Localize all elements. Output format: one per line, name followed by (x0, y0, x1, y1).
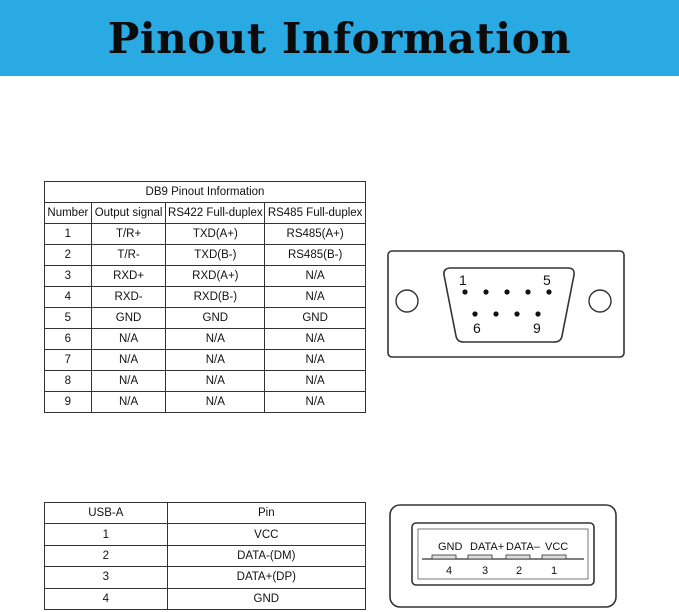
usb-signal-gnd: GND (438, 541, 463, 553)
pin-label-6: 6 (473, 320, 481, 336)
cell-output-signal: GND (91, 308, 166, 329)
cell-rs485: N/A (265, 350, 366, 371)
cell-usb-number: 3 (45, 567, 168, 588)
column-header-rs422: RS422 Full-duplex (166, 203, 265, 224)
cell-number: 7 (45, 350, 92, 371)
usb-port-inner (418, 529, 588, 579)
cell-output-signal: RXD- (91, 287, 166, 308)
table-row (45, 588, 366, 609)
table-row (45, 524, 366, 545)
cell-number: 2 (45, 245, 92, 266)
usb-contact-3 (468, 555, 492, 559)
cell-number: 6 (45, 329, 92, 350)
title-banner (0, 0, 679, 76)
table-row (45, 329, 366, 350)
cell-rs485: N/A (265, 287, 366, 308)
column-header-usb-a: USB-A (45, 503, 168, 524)
cell-usb-pin: VCC (167, 524, 365, 545)
page-title: Pinout Information (107, 13, 572, 63)
pin-9 (535, 311, 540, 316)
cell-output-signal: T/R+ (91, 224, 166, 245)
table-row (45, 287, 366, 308)
pin-label-1: 1 (459, 272, 467, 288)
cell-rs485: N/A (265, 329, 366, 350)
usb-signal-data-plus: DATA+ (470, 541, 505, 553)
usb-contact-4 (432, 555, 456, 559)
cell-rs422: TXD(B-) (166, 245, 265, 266)
cell-output-signal: N/A (91, 371, 166, 392)
cell-usb-pin: DATA-(DM) (167, 545, 365, 566)
usb-contact-1 (542, 555, 566, 559)
cell-usb-number: 2 (45, 545, 168, 566)
cell-rs422: N/A (166, 371, 265, 392)
cell-rs485: GND (265, 308, 366, 329)
db9-table-header (45, 203, 366, 224)
pin-label-5: 5 (543, 272, 551, 288)
table-row (45, 545, 366, 566)
usb-number-2: 2 (516, 565, 523, 577)
cell-output-signal: N/A (91, 392, 166, 413)
usb-pinout-table (44, 502, 366, 610)
usb-number-1: 1 (551, 565, 558, 577)
column-header-pin: Pin (167, 503, 365, 524)
usb-table-header (45, 503, 366, 524)
table-row (45, 224, 366, 245)
cell-usb-pin: GND (167, 588, 365, 609)
cell-rs422: TXD(A+) (166, 224, 265, 245)
usb-contact-2 (506, 555, 530, 559)
table-row (45, 308, 366, 329)
table-row (45, 371, 366, 392)
usb-number-4: 4 (446, 565, 453, 577)
usb-number-3: 3 (482, 565, 489, 577)
table-row (45, 266, 366, 287)
cell-number: 4 (45, 287, 92, 308)
usb-a-connector-diagram (388, 503, 620, 609)
table-row (45, 567, 366, 588)
pin-1 (462, 289, 467, 294)
cell-number: 5 (45, 308, 92, 329)
cell-rs422: RXD(B-) (166, 287, 265, 308)
cell-rs422: RXD(A+) (166, 266, 265, 287)
table-row (45, 392, 366, 413)
cell-number: 9 (45, 392, 92, 413)
column-header-number: Number (45, 203, 92, 224)
cell-output-signal: N/A (91, 350, 166, 371)
mounting-hole-left (396, 290, 418, 312)
pin-6 (472, 311, 477, 316)
cell-output-signal: N/A (91, 329, 166, 350)
pin-7 (493, 311, 498, 316)
cell-output-signal: T/R- (91, 245, 166, 266)
usb-signal-vcc: VCC (545, 541, 569, 553)
cell-rs422: GND (166, 308, 265, 329)
pin-2 (483, 289, 488, 294)
cell-number: 1 (45, 224, 92, 245)
pin-3 (504, 289, 509, 294)
table-row (45, 350, 366, 371)
cell-rs485: N/A (265, 371, 366, 392)
pin-4 (525, 289, 530, 294)
usb-signal-data-minus: DATA– (506, 541, 540, 553)
cell-number: 8 (45, 371, 92, 392)
cell-rs485: RS485(A+) (265, 224, 366, 245)
cell-rs422: N/A (166, 392, 265, 413)
cell-usb-number: 4 (45, 588, 168, 609)
cell-usb-pin: DATA+(DP) (167, 567, 365, 588)
cell-rs485: N/A (265, 266, 366, 287)
column-header-output-signal: Output signal (91, 203, 166, 224)
cell-number: 3 (45, 266, 92, 287)
cell-rs485: N/A (265, 392, 366, 413)
pin-8 (514, 311, 519, 316)
cell-rs422: N/A (166, 350, 265, 371)
cell-rs485: RS485(B-) (265, 245, 366, 266)
cell-rs422: N/A (166, 329, 265, 350)
pin-5 (546, 289, 551, 294)
db9-pinout-table (44, 181, 366, 413)
table-row (45, 245, 366, 266)
db9-connector-diagram (385, 248, 629, 360)
cell-output-signal: RXD+ (91, 266, 166, 287)
cell-usb-number: 1 (45, 524, 168, 545)
mounting-hole-right (589, 290, 611, 312)
db9-table-caption: DB9 Pinout Information (45, 182, 366, 203)
pin-label-9: 9 (533, 320, 541, 336)
column-header-rs485: RS485 Full-duplex (265, 203, 366, 224)
